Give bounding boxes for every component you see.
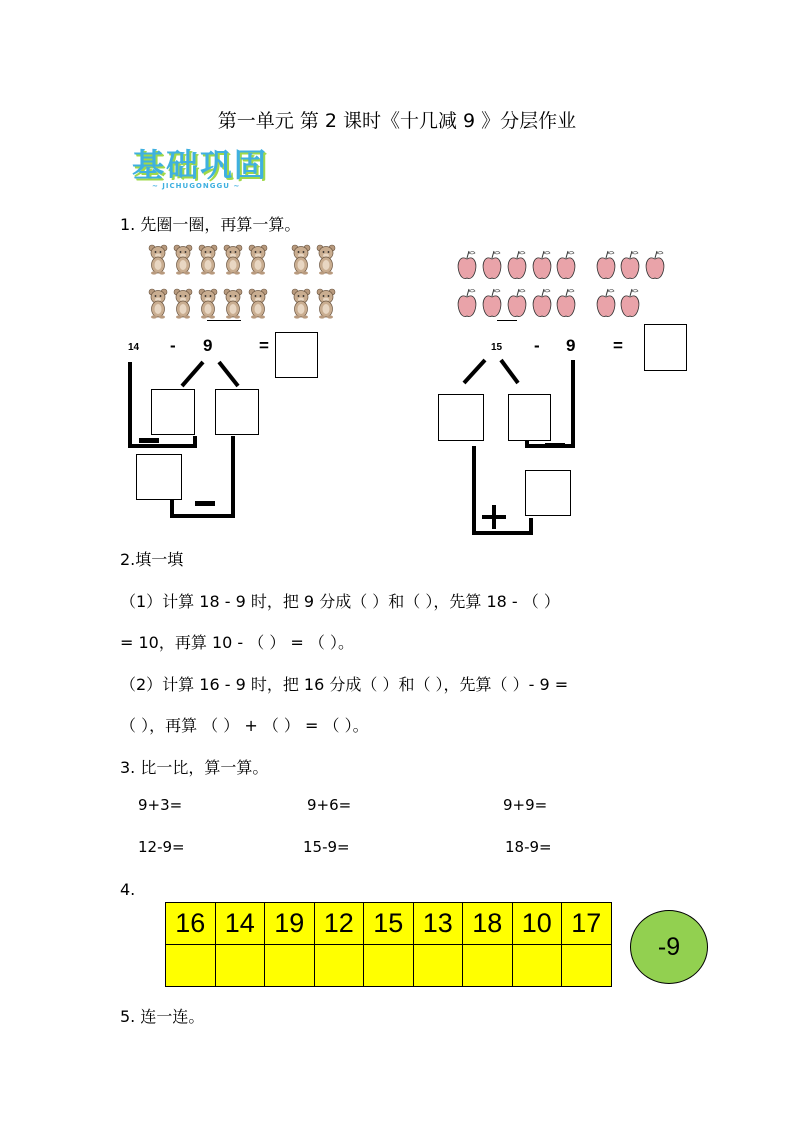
left-result-box[interactable] (136, 454, 182, 500)
left-minus-sign-2 (195, 501, 215, 506)
q3-expr: 9+9= (503, 796, 548, 814)
question-4-heading: 4. (120, 880, 136, 899)
left-subtrahend: 9 (203, 336, 213, 355)
number-cell: 15 (364, 903, 414, 945)
answer-cell[interactable] (314, 945, 364, 987)
right-subtrahend: 9 (566, 336, 576, 355)
number-cell: 14 (215, 903, 265, 945)
right-split-box-1[interactable] (438, 394, 484, 441)
right-equals: = (613, 336, 623, 355)
q3-expr: 9+6= (307, 796, 352, 814)
answer-cell[interactable] (364, 945, 414, 987)
left-minuend: 14 (128, 342, 140, 353)
right-plus-sign-v (492, 505, 496, 529)
number-cell: 18 (463, 903, 513, 945)
q2-line-4: （ ），再算 （ ） + （ ） = （ ）。 (120, 716, 369, 735)
q2-line-3: （2）计算 16 - 9 时，把 16 分成（ ）和（ ），先算（ ）- 9 = (120, 675, 569, 694)
page-title: 第一单元 第 2 课时《十几减 9 》分层作业 (217, 110, 577, 132)
question-3-heading: 3. 比一比，算一算。 (120, 758, 269, 777)
right-minuend: 15 (491, 342, 503, 353)
section-logo-subtitle: ~ JICHUGONGGU ~ (152, 182, 241, 190)
left-split-box-2[interactable] (215, 389, 259, 435)
q2-line-1: （1）计算 18 - 9 时，把 9 分成（ ）和（ ），先算 18 - （ ） (120, 592, 560, 611)
answer-cell[interactable] (215, 945, 265, 987)
question-2-heading: 2.填一填 (120, 550, 184, 569)
number-cell: 12 (314, 903, 364, 945)
q2-line-2: = 10，再算 10 - （ ） = （ ）。 (120, 633, 354, 652)
number-cell: 13 (413, 903, 463, 945)
question-1-heading: 1. 先圈一圈，再算一算。 (120, 215, 301, 234)
answer-cell[interactable] (265, 945, 315, 987)
answer-cell[interactable] (166, 945, 216, 987)
left-equals: = (259, 336, 269, 355)
right-split-box-2[interactable] (508, 394, 551, 441)
q3-expr: 18-9= (505, 838, 552, 856)
operator-circle (630, 910, 708, 984)
right-result-box[interactable] (525, 470, 571, 516)
answer-cell[interactable] (562, 945, 612, 987)
right-answer-box[interactable] (644, 324, 687, 371)
left-split-box-1[interactable] (151, 389, 195, 435)
number-table (165, 902, 612, 987)
right-minus-sign (545, 443, 565, 448)
section-logo: 基础巩固 (132, 146, 269, 184)
answer-cell[interactable] (413, 945, 463, 987)
left-minus-sign-1 (139, 438, 159, 443)
answer-cell[interactable] (463, 945, 513, 987)
q3-expr: 9+3= (138, 796, 183, 814)
left-minus: - (170, 336, 176, 355)
question-5-heading: 5. 连一连。 (120, 1007, 205, 1026)
number-cell: 19 (265, 903, 315, 945)
q3-expr: 12-9= (138, 838, 185, 856)
operator-label: -9 (657, 932, 681, 961)
answer-cell[interactable] (512, 945, 562, 987)
number-cell: 10 (512, 903, 562, 945)
q3-expr: 15-9= (303, 838, 350, 856)
number-cell: 16 (166, 903, 216, 945)
right-minus: - (534, 336, 540, 355)
number-cell: 17 (562, 903, 612, 945)
